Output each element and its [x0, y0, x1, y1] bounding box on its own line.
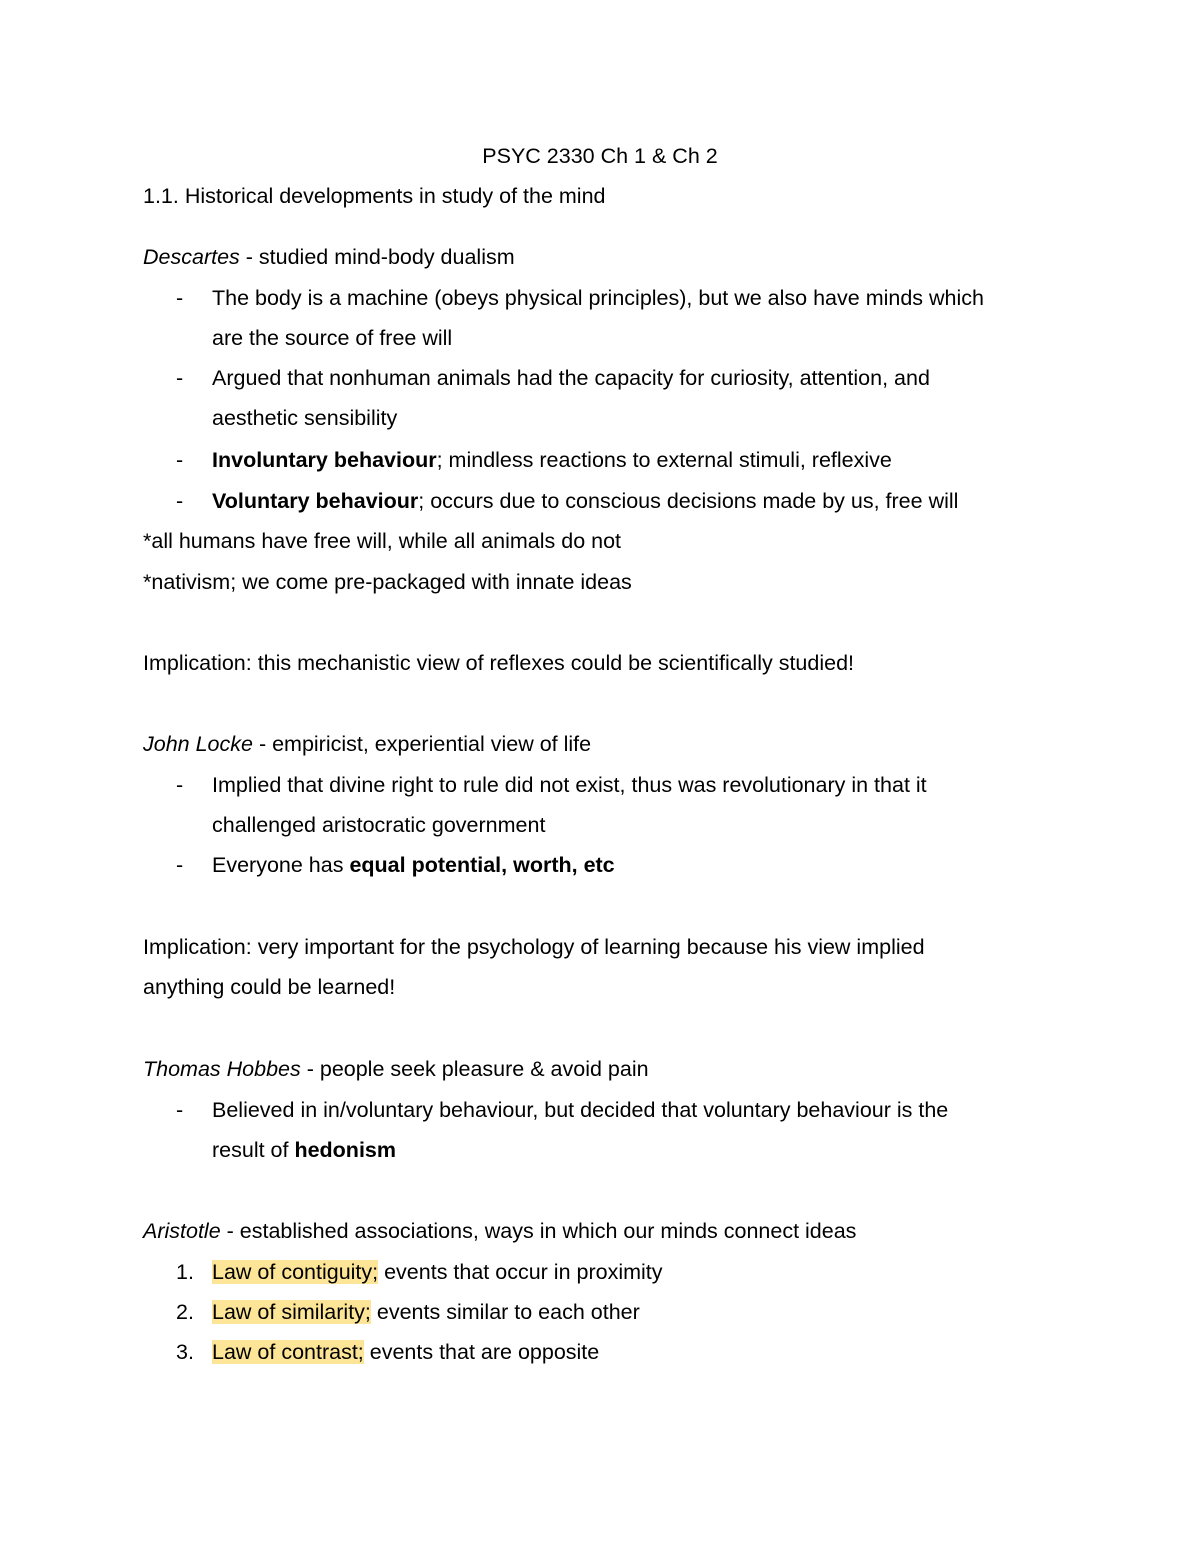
locke-implication-2: anything could be learned! [143, 975, 396, 999]
document-title: PSYC 2330 Ch 1 & Ch 2 [482, 144, 718, 168]
aristotle-law-3 [176, 1338, 599, 1366]
descartes-name: Descartes [143, 245, 240, 269]
term-involuntary: Involuntary behaviour [212, 448, 437, 472]
bullet-marker: - [176, 286, 184, 310]
list-number: 1. [176, 1260, 194, 1284]
descartes-bullet-2-cont: aesthetic sensibility [212, 406, 398, 430]
bullet-text: ; mindless reactions to external stimuli, reflexive [436, 448, 892, 472]
descartes-bullet-1-cont: are the source of free will [212, 326, 453, 350]
locke-bullet-2 [176, 851, 615, 879]
bullet-text: Implied that divine right to rule did not exist, thus was revolutionary in that it [212, 773, 927, 797]
bullet-text: Believed in in/voluntary behaviour, but decided that voluntary behaviour is the [212, 1098, 949, 1122]
law-desc: events similar to each other [370, 1300, 640, 1324]
bullet-marker: - [176, 448, 184, 472]
aristotle-desc: - established associations, ways in which our minds connect ideas [220, 1219, 857, 1243]
bullet-marker: - [176, 773, 184, 797]
bullet-text: Everyone has [212, 853, 350, 877]
term-voluntary: Voluntary behaviour [212, 489, 419, 513]
hobbes-bullet-1 [176, 1096, 948, 1124]
descartes-bullet-3 [176, 446, 892, 474]
aristotle-law-2 [176, 1298, 640, 1326]
locke-heading [143, 730, 591, 758]
bullet-marker: - [176, 366, 184, 390]
locke-desc: - empiricist, experiential view of life [252, 732, 592, 756]
list-number: 3. [176, 1340, 194, 1364]
section-heading: 1.1. Historical developments in study of the mind [143, 184, 606, 208]
list-number: 2. [176, 1300, 194, 1324]
bullet-text: ; occurs due to conscious decisions made by us, free will [418, 489, 959, 513]
bullet-marker: - [176, 489, 184, 513]
law-term-highlight: Law of contiguity; [212, 1260, 379, 1284]
aristotle-law-1 [176, 1258, 663, 1286]
descartes-bullet-4 [176, 487, 958, 515]
locke-bullet-1-cont: challenged aristocratic government [212, 813, 546, 837]
aristotle-heading [143, 1217, 856, 1245]
bullet-text: The body is a machine (obeys physical principles), but we also have minds which [212, 286, 984, 310]
hobbes-desc: - people seek pleasure & avoid pain [300, 1057, 649, 1081]
descartes-note-2: *nativism; we come pre-packaged with innate ideas [143, 570, 632, 594]
descartes-implication: Implication: this mechanistic view of reflexes could be scientifically studied! [143, 651, 855, 675]
bullet-marker: - [176, 853, 184, 877]
locke-implication-1: Implication: very important for the psychology of learning because his view implied [143, 935, 925, 959]
descartes-bullet-2 [176, 364, 930, 392]
bullet-marker: - [176, 1098, 184, 1122]
bullet-text: result of [212, 1138, 295, 1162]
law-desc: events that occur in proximity [378, 1260, 663, 1284]
term-equal-potential: equal potential, worth, etc [349, 853, 615, 877]
law-desc: events that are opposite [363, 1340, 600, 1364]
aristotle-name: Aristotle [143, 1219, 221, 1243]
descartes-desc: - studied mind-body dualism [239, 245, 515, 269]
law-term-highlight: Law of contrast; [212, 1340, 364, 1364]
descartes-heading [143, 243, 515, 271]
locke-name: John Locke [143, 732, 253, 756]
descartes-bullet-1 [176, 284, 984, 312]
locke-bullet-1 [176, 771, 927, 799]
hobbes-name: Thomas Hobbes [143, 1057, 301, 1081]
descartes-note-1: *all humans have free will, while all animals do not [143, 529, 622, 553]
bullet-text: Argued that nonhuman animals had the capacity for curiosity, attention, and [212, 366, 930, 390]
term-hedonism: hedonism [294, 1138, 396, 1162]
hobbes-heading [143, 1055, 649, 1083]
hobbes-bullet-1-cont [212, 1136, 396, 1164]
law-term-highlight: Law of similarity; [212, 1300, 371, 1324]
